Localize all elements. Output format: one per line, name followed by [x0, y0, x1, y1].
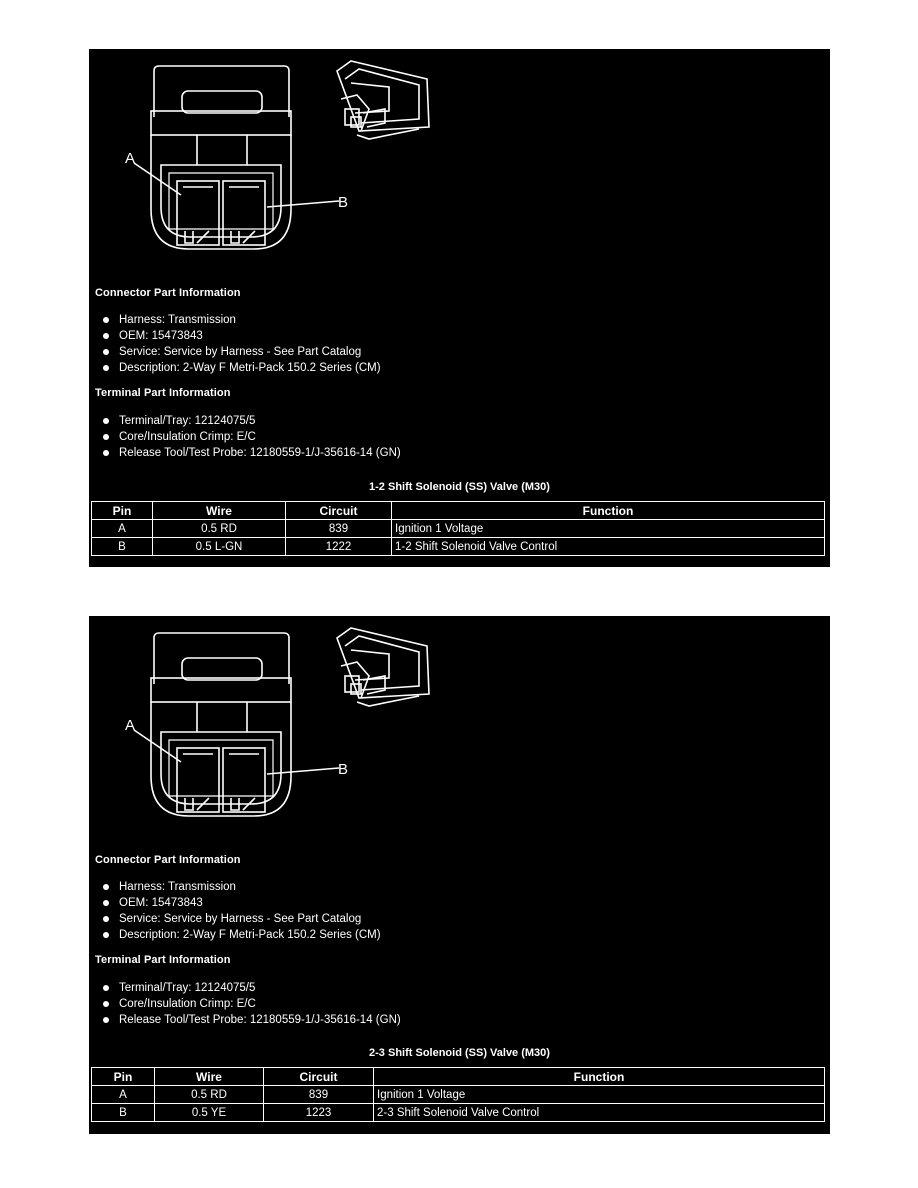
pin-label-b: B [338, 761, 349, 778]
column-header: Circuit [286, 502, 392, 520]
pin-label-a: A [125, 150, 136, 167]
pin-cell: B [92, 1104, 155, 1122]
bullet-icon [103, 932, 109, 938]
bullet-icon [103, 365, 109, 371]
circuit-cell: 1223 [264, 1104, 374, 1122]
function-cell: Ignition 1 Voltage [392, 520, 825, 538]
bullet-icon [103, 450, 109, 456]
connector-panel-1 [89, 49, 830, 567]
pinout-table [91, 1067, 825, 1122]
table-title: 2-3 Shift Solenoid (SS) Valve (M30) [369, 1047, 550, 1059]
circuit-cell: 1222 [286, 538, 392, 556]
column-header: Wire [153, 502, 286, 520]
bullet-icon [103, 349, 109, 355]
list-item: Description: 2-Way F Metri-Pack 150.2 Series (CM) [103, 927, 381, 943]
function-cell: 2-3 Shift Solenoid Valve Control [374, 1104, 825, 1122]
column-header: Pin [92, 502, 153, 520]
pin-cell: A [92, 520, 153, 538]
table-row [92, 520, 825, 538]
list-item: Release Tool/Test Probe: 12180559-1/J-35616-14 (GN) [103, 1012, 401, 1028]
bullet-icon [103, 317, 109, 323]
bullet-icon [103, 333, 109, 339]
table-header-row [92, 502, 825, 520]
terminal-info-list [103, 980, 401, 1028]
list-item: Harness: Transmission [103, 312, 381, 328]
bullet-icon [103, 434, 109, 440]
pin-cell: B [92, 538, 153, 556]
table-row [92, 538, 825, 556]
table-title: 1-2 Shift Solenoid (SS) Valve (M30) [369, 481, 550, 493]
terminal-info-heading: Terminal Part Information [95, 387, 231, 399]
connector-info-heading: Connector Part Information [95, 287, 241, 299]
column-header: Function [374, 1068, 825, 1086]
column-header: Wire [155, 1068, 264, 1086]
list-item: Harness: Transmission [103, 879, 381, 895]
terminal-info-list [103, 413, 401, 461]
connector-panel-2 [89, 616, 830, 1134]
wire-cell: 0.5 L-GN [153, 538, 286, 556]
circuit-cell: 839 [264, 1086, 374, 1104]
bullet-icon [103, 900, 109, 906]
wire-cell: 0.5 RD [153, 520, 286, 538]
bullet-icon [103, 1017, 109, 1023]
wire-cell: 0.5 RD [155, 1086, 264, 1104]
pin-cell: A [92, 1086, 155, 1104]
pin-label-a: A [125, 717, 136, 734]
list-item: Release Tool/Test Probe: 12180559-1/J-35616-14 (GN) [103, 445, 401, 461]
connector-info-list [103, 312, 381, 376]
bullet-icon [103, 916, 109, 922]
function-cell: 1-2 Shift Solenoid Valve Control [392, 538, 825, 556]
list-item: Description: 2-Way F Metri-Pack 150.2 Series (CM) [103, 360, 381, 376]
table-row [92, 1086, 825, 1104]
column-header: Circuit [264, 1068, 374, 1086]
list-item: Terminal/Tray: 12124075/5 [103, 413, 401, 429]
list-item: Service: Service by Harness - See Part Catalog [103, 344, 381, 360]
bullet-icon [103, 884, 109, 890]
function-cell: Ignition 1 Voltage [374, 1086, 825, 1104]
list-item: OEM: 15473843 [103, 895, 381, 911]
list-item: Service: Service by Harness - See Part Catalog [103, 911, 381, 927]
list-item: Core/Insulation Crimp: E/C [103, 429, 401, 445]
column-header: Pin [92, 1068, 155, 1086]
list-item: Terminal/Tray: 12124075/5 [103, 980, 401, 996]
pinout-table [91, 501, 825, 556]
connector-face-drawing [89, 616, 830, 856]
table-header-row [92, 1068, 825, 1086]
connector-info-list [103, 879, 381, 943]
terminal-info-heading: Terminal Part Information [95, 954, 231, 966]
bullet-icon [103, 418, 109, 424]
list-item: OEM: 15473843 [103, 328, 381, 344]
circuit-cell: 839 [286, 520, 392, 538]
bullet-icon [103, 985, 109, 991]
wire-cell: 0.5 YE [155, 1104, 264, 1122]
list-item: Core/Insulation Crimp: E/C [103, 996, 401, 1012]
connector-info-heading: Connector Part Information [95, 854, 241, 866]
pin-label-b: B [338, 194, 349, 211]
table-row [92, 1104, 825, 1122]
bullet-icon [103, 1001, 109, 1007]
column-header: Function [392, 502, 825, 520]
connector-face-drawing [89, 49, 830, 289]
